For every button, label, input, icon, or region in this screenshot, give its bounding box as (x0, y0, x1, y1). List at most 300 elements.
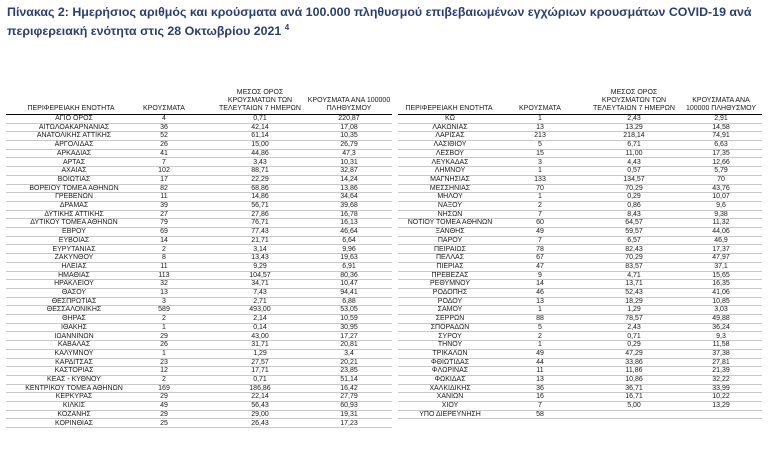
row-avg7: 0,71 (253, 376, 267, 383)
row-cases: 29 (160, 410, 168, 418)
row-unit: ΞΑΝΘΗΣ (435, 228, 465, 236)
row-avg7: 42,14 (251, 123, 269, 131)
row-unit: ΝΟΤΙΟΥ ΤΟΜΕΑ ΑΘΗΝΩΝ (407, 219, 493, 227)
table-row (6, 376, 392, 385)
row-per100k: 74,91 (712, 132, 730, 140)
table-row (398, 341, 762, 350)
header-unit: ΠΕΡΙΦΕΡΕΙΑΚΗ ΕΝΟΤΗΤΑ (405, 105, 493, 112)
row-cases: 14 (536, 280, 544, 288)
table-row (6, 289, 392, 298)
row-unit: ΒΟΙΩΤΙΑΣ (57, 175, 91, 183)
table-row (398, 176, 762, 185)
table-row (6, 167, 392, 176)
row-per100k: 27,81 (712, 358, 730, 366)
row-unit: ΦΘΙΩΤΙΔΑΣ (430, 358, 470, 366)
row-avg7: 52,43 (625, 289, 643, 296)
row-per100k: 3,03 (714, 306, 728, 314)
row-avg7: 0,71 (627, 332, 641, 340)
row-cases: 78 (536, 245, 544, 253)
row-avg7: 77,43 (251, 228, 269, 236)
row-cases: 13 (536, 123, 544, 131)
row-per100k: 53,05 (340, 306, 358, 314)
row-cases: 4 (162, 115, 166, 122)
table-row (398, 359, 762, 368)
table-title (7, 4, 765, 39)
header-cases: ΚΡΟΥΣΜΑΤΑ (143, 105, 185, 112)
row-avg7: 33,86 (625, 358, 643, 366)
row-cases: 2 (538, 332, 542, 340)
row-cases: 52 (160, 132, 168, 140)
table-row (6, 315, 392, 324)
table-row (6, 228, 392, 237)
table-row (398, 324, 762, 333)
left-table-header (6, 58, 392, 115)
table-row (6, 124, 392, 133)
row-unit: ΝΑΞΟΥ (437, 202, 463, 209)
row-avg7: 44,86 (251, 149, 269, 157)
row-per100k: 17,37 (712, 245, 730, 253)
row-cases: 23 (160, 358, 168, 366)
row-cases: 11 (160, 193, 168, 201)
table-row (398, 211, 762, 220)
row-unit: ΦΛΩΡΙΝΑΣ (431, 367, 469, 375)
table-row (398, 254, 762, 263)
row-unit: ΚΑΛΥΜΝΟΥ (54, 349, 94, 357)
row-unit: ΑΓΙΟ ΟΡΟΣ (55, 115, 93, 122)
row-cases: 2 (538, 202, 542, 209)
row-per100k: 6,63 (714, 141, 728, 149)
row-unit: ΝΗΣΩΝ (437, 210, 463, 218)
table-row (398, 150, 762, 159)
row-avg7: 3,14 (253, 245, 267, 253)
row-cases: 1 (162, 349, 166, 357)
row-per100k: 12,66 (712, 158, 730, 166)
header-per100k: ΚΡΟΥΣΜΑΤΑ ΑΝΑ 100000 ΠΛΗΘΥΣΜΟΥ (685, 97, 757, 112)
table-row (6, 237, 392, 246)
table-row (398, 367, 762, 376)
row-cases: 67 (536, 254, 544, 262)
row-unit: ΕΥΒΟΙΑΣ (58, 236, 90, 244)
row-avg7: 22,29 (251, 175, 269, 183)
table-row (6, 306, 392, 315)
row-avg7: 2,43 (627, 323, 641, 331)
row-avg7: 7,43 (253, 289, 267, 296)
row-avg7: 29,00 (251, 410, 269, 418)
row-cases: 3 (162, 297, 166, 305)
row-per100k: 15,65 (712, 271, 730, 279)
row-avg7: 13,71 (625, 280, 643, 288)
row-unit: ΚΕΝΤΡΙΚΟΥ ΤΟΜΕΑ ΑΘΗΝΩΝ (25, 384, 123, 392)
row-per100k: 70 (717, 175, 725, 183)
table-row (398, 333, 762, 342)
row-per100k: 27,79 (340, 393, 358, 401)
row-unit: ΙΩΑΝΝΙΝΩΝ (54, 332, 94, 340)
row-unit: ΘΕΣΣΑΛΟΝΙΚΗΣ (46, 306, 102, 314)
row-per100k: 26,79 (340, 141, 358, 149)
row-unit: ΛΕΥΚΑΔΑΣ (431, 158, 469, 166)
row-avg7: 70,29 (625, 184, 643, 192)
row-per100k: 11,32 (712, 219, 730, 227)
row-unit: ΚΟΖΑΝΗΣ (57, 410, 91, 418)
row-unit: ΓΡΕΒΕΝΩΝ (55, 193, 93, 201)
table-row (398, 306, 762, 315)
row-per100k: 10,35 (340, 132, 358, 140)
row-per100k: 2,91 (714, 115, 728, 122)
table-row (6, 324, 392, 333)
row-unit: ΑΧΑΪΑΣ (61, 167, 87, 175)
row-per100k: 16,78 (340, 210, 358, 218)
table-row (398, 167, 762, 176)
row-cases: 7 (538, 236, 542, 244)
table-row (398, 132, 762, 141)
row-per100k: 47,3 (342, 149, 356, 157)
row-avg7: 83,57 (625, 262, 643, 270)
table-row (6, 385, 392, 394)
row-unit: ΣΕΡΡΩΝ (435, 315, 465, 323)
table-row (398, 298, 762, 307)
row-avg7: 43,00 (251, 332, 269, 340)
row-avg7: 31,71 (251, 341, 269, 349)
row-cases: 9 (538, 271, 542, 279)
table-row (398, 289, 762, 298)
row-avg7: 18,29 (625, 297, 643, 305)
row-unit: ΛΗΜΝΟΥ (434, 167, 466, 175)
row-cases: 7 (162, 158, 166, 166)
header-per100k: ΚΡΟΥΣΜΑΤΑ ΑΝΑ 100000 ΠΛΗΘΥΣΜΟΥ (307, 97, 391, 112)
row-avg7: 4,43 (627, 158, 641, 166)
table-row (398, 141, 762, 150)
header-unit: ΠΕΡΙΦΕΡΕΙΑΚΗ ΕΝΟΤΗΤΑ (27, 105, 115, 112)
table-row (6, 272, 392, 281)
row-cases: 26 (160, 141, 168, 149)
row-unit: ΔΥΤΙΚΟΥ ΤΟΜΕΑ ΑΘΗΝΩΝ (30, 219, 118, 227)
row-avg7: 2,43 (627, 115, 641, 122)
row-avg7: 59,57 (625, 228, 643, 236)
row-per100k: 10,07 (712, 193, 730, 201)
row-avg7: 0,86 (627, 202, 641, 209)
row-cases: 49 (536, 228, 544, 236)
table-row (398, 402, 762, 411)
row-unit: ΑΝΑΤΟΛΙΚΗΣ ΑΤΤΙΚΗΣ (36, 132, 112, 140)
table-row (6, 420, 392, 429)
row-cases: 2 (162, 315, 166, 323)
row-avg7: 186,86 (249, 384, 271, 392)
row-per100k: 6,64 (342, 236, 356, 244)
table-row (6, 211, 392, 220)
table-row (398, 193, 762, 202)
row-unit: ΜΕΣΣΗΝΙΑΣ (429, 184, 471, 192)
row-cases: 69 (160, 228, 168, 236)
row-unit: ΘΑΣΟΥ (61, 289, 87, 296)
header-cases: ΚΡΟΥΣΜΑΤΑ (519, 105, 561, 112)
table-row (6, 333, 392, 342)
row-per100k: 21,39 (712, 367, 730, 375)
row-cases: 79 (160, 219, 168, 227)
row-per100k: 94,41 (340, 289, 358, 296)
row-cases: 13 (536, 376, 544, 383)
row-per100k: 10,22 (712, 393, 730, 401)
row-avg7: 68,86 (251, 184, 269, 192)
row-avg7: 6,57 (627, 236, 641, 244)
row-per100k: 9,6 (716, 202, 726, 209)
row-unit: ΒΟΡΕΙΟΥ ΤΟΜΕΑ ΑΘΗΝΩΝ (29, 184, 119, 192)
table-row (398, 272, 762, 281)
row-per100k: 10,31 (340, 158, 358, 166)
row-avg7: 56,71 (251, 202, 269, 209)
row-unit: ΚΕΑΣ - ΚΥΘΝΟΥ (47, 376, 101, 383)
row-avg7: 8,43 (627, 210, 641, 218)
row-cases: 36 (160, 123, 168, 131)
row-avg7: 13,43 (251, 254, 269, 262)
row-per100k: 5,79 (714, 167, 728, 175)
table-row (6, 280, 392, 289)
row-unit: ΣΠΟΡΑΔΩΝ (430, 323, 470, 331)
table-row (398, 393, 762, 402)
row-per100k: 39,68 (340, 202, 358, 209)
row-per100k: 9,38 (714, 210, 728, 218)
row-unit: ΖΑΚΥΝΘΟΥ (54, 254, 94, 262)
row-per100k: 46,64 (340, 228, 358, 236)
row-avg7: 14,86 (251, 193, 269, 201)
row-per100k: 19,63 (340, 254, 358, 262)
row-avg7: 16,71 (625, 393, 643, 401)
row-cases: 8 (162, 254, 166, 262)
row-unit: ΤΗΝΟΥ (437, 341, 463, 349)
table-row (6, 254, 392, 263)
row-unit: ΛΑΣΙΘΙΟΥ (433, 141, 467, 149)
row-avg7: 493,00 (249, 306, 271, 314)
row-unit: ΕΥΡΥΤΑΝΙΑΣ (52, 245, 96, 253)
row-avg7: 134,57 (623, 175, 645, 183)
row-avg7: 218,14 (623, 132, 645, 140)
table-row (6, 150, 392, 159)
table-row (398, 237, 762, 246)
row-cases: 589 (158, 306, 170, 314)
table-row (6, 185, 392, 194)
row-cases: 26 (160, 341, 168, 349)
row-unit: ΘΕΣΠΡΩΤΙΑΣ (51, 297, 97, 305)
row-avg7: 6,71 (627, 141, 641, 149)
row-unit: ΑΡΓΟΛΙΔΑΣ (54, 141, 94, 149)
row-cases: 1 (538, 167, 542, 175)
table-row (398, 385, 762, 394)
row-per100k: 17,23 (340, 419, 358, 427)
row-cases: 16 (536, 393, 544, 401)
table-row (398, 219, 762, 228)
row-cases: 13 (536, 297, 544, 305)
row-unit: ΠΕΙΡΑΙΩΣ (434, 245, 466, 253)
table-row (6, 298, 392, 307)
row-cases: 13 (160, 289, 168, 296)
row-cases: 39 (160, 202, 168, 209)
row-per100k: 36,24 (712, 323, 730, 331)
row-unit: ΚΑΒΑΛΑΣ (57, 341, 91, 349)
row-unit: ΦΩΚΙΔΑΣ (434, 376, 466, 383)
row-cases: 1 (162, 323, 166, 331)
table-row (6, 219, 392, 228)
row-unit: ΡΕΘΥΜΝΟΥ (429, 280, 470, 288)
row-per100k: 13,29 (712, 402, 730, 410)
row-avg7: 15,00 (251, 141, 269, 149)
table-row (398, 159, 762, 168)
table-row (398, 202, 762, 211)
row-cases: 213 (534, 132, 546, 140)
row-avg7: 22,14 (251, 393, 269, 401)
header-avg7: ΜΕΣΟΣ ΟΡΟΣ ΚΡΟΥΣΜΑΤΩΝ ΤΩΝ ΤΕΛΕΥΤΑΙΩΝ 7 ΗΜΕΡΩΝ (219, 89, 301, 112)
row-avg7: 5,00 (627, 402, 641, 410)
row-avg7: 2,71 (253, 297, 267, 305)
row-unit: ΜΗΛΟΥ (437, 193, 463, 201)
row-unit: ΣΑΜΟΥ (437, 306, 463, 314)
table-title-text: Πίνακας 2: Ημερήσιος αριθμός και κρούσματα ανά 100.000 πληθυσμού επιβεβαιωμένων εγχώριων κρουσμάτων COVID-19 ανά περιφερειακή ενότητα στις 28 Οκτωβρίου 2021 (7, 5, 752, 39)
row-avg7: 1,29 (253, 349, 267, 357)
row-unit: ΑΡΚΑΔΙΑΣ (56, 149, 92, 157)
table-row (6, 159, 392, 168)
row-unit: ΜΑΓΝΗΣΙΑΣ (430, 175, 470, 183)
table-row (398, 228, 762, 237)
row-avg7: 70,29 (625, 254, 643, 262)
row-avg7: 36,71 (625, 384, 643, 392)
row-avg7: 61,14 (251, 132, 269, 140)
row-per100k: 47,97 (712, 254, 730, 262)
row-unit: ΡΟΔΟΠΗΣ (432, 289, 468, 296)
row-avg7: 17,71 (251, 367, 269, 375)
row-unit: ΤΡΙΚΑΛΩΝ (432, 349, 468, 357)
row-cases: 11 (160, 262, 168, 270)
row-avg7: 104,57 (249, 271, 271, 279)
row-cases: 12 (160, 367, 168, 375)
row-unit: ΠΙΕΡΙΑΣ (436, 262, 464, 270)
row-cases: 169 (158, 384, 170, 392)
row-cases: 25 (160, 419, 168, 427)
row-per100k: 9,96 (342, 245, 356, 253)
table-row (6, 115, 392, 124)
row-per100k: 46,9 (714, 236, 728, 244)
row-per100k: 32,22 (712, 376, 730, 383)
row-unit: ΠΡΕΒΕΖΑΣ (431, 271, 469, 279)
row-avg7: 0,57 (627, 167, 641, 175)
table-row (6, 367, 392, 376)
row-cases: 29 (160, 332, 168, 340)
row-avg7: 64,57 (625, 219, 643, 227)
row-unit: ΘΗΡΑΣ (62, 315, 86, 323)
row-unit: ΔΡΑΜΑΣ (59, 202, 89, 209)
row-per100k: 6,88 (342, 297, 356, 305)
row-cases: 7 (538, 402, 542, 410)
row-per100k: 41,06 (712, 289, 730, 296)
row-cases: 133 (534, 175, 546, 183)
row-cases: 14 (160, 236, 168, 244)
table-row (6, 176, 392, 185)
row-avg7: 27,86 (251, 210, 269, 218)
row-unit: ΡΟΔΟΥ (437, 297, 463, 305)
table-row (398, 350, 762, 359)
row-cases: 36 (536, 384, 544, 392)
table-row (6, 402, 392, 411)
row-cases: 1 (538, 341, 542, 349)
row-per100k: 20,81 (340, 341, 358, 349)
row-per100k: 44,06 (712, 228, 730, 236)
table-row (6, 263, 392, 272)
table-row (6, 132, 392, 141)
row-avg7: 1,29 (627, 306, 641, 314)
row-avg7: 9,29 (253, 262, 267, 270)
row-per100k: 3,4 (344, 349, 354, 357)
row-cases: 3 (538, 158, 542, 166)
table-row (6, 341, 392, 350)
row-unit: ΚΙΛΚΙΣ (62, 402, 86, 410)
table-row (398, 376, 762, 385)
row-per100k: 16,13 (340, 219, 358, 227)
row-cases: 113 (158, 271, 170, 279)
title-footnote-mark: 4 (284, 23, 290, 32)
row-per100k: 32,87 (340, 167, 358, 175)
row-avg7: 2,14 (253, 315, 267, 323)
row-cases: 11 (536, 367, 544, 375)
row-per100k: 10,47 (340, 280, 358, 288)
row-unit: ΑΙΤΩΛΟΑΚΑΡΝΑΝΙΑΣ (38, 123, 110, 131)
row-unit: ΗΜΑΘΙΑΣ (58, 271, 90, 279)
row-per100k: 37,1 (714, 262, 728, 270)
row-cases: 58 (536, 410, 544, 418)
row-unit: ΛΕΣΒΟΥ (435, 149, 465, 157)
row-per100k: 51,14 (340, 376, 358, 383)
row-avg7: 82,43 (625, 245, 643, 253)
row-per100k: 17,27 (340, 332, 358, 340)
row-unit: ΔΥΤΙΚΗΣ ΑΤΤΙΚΗΣ (44, 210, 104, 218)
row-per100k: 19,31 (340, 410, 358, 418)
row-per100k: 10,85 (712, 297, 730, 305)
row-per100k: 16,35 (712, 280, 730, 288)
row-avg7: 3,43 (253, 158, 267, 166)
row-unit: ΣΥΡΟΥ (438, 332, 462, 340)
row-avg7: 76,71 (251, 219, 269, 227)
row-cases: 102 (158, 167, 170, 175)
row-avg7: 88,71 (251, 167, 269, 175)
row-per100k: 20,21 (340, 358, 358, 366)
row-cases: 2 (162, 376, 166, 383)
row-per100k: 33,99 (712, 384, 730, 392)
row-cases: 47 (536, 262, 544, 270)
row-unit: ΗΛΕΙΑΣ (61, 262, 87, 270)
table-row (6, 141, 392, 150)
row-cases: 2 (162, 245, 166, 253)
row-avg7: 0,71 (253, 115, 267, 122)
row-unit: ΠΑΡΟΥ (437, 236, 463, 244)
row-unit: ΧΑΝΙΩΝ (436, 393, 464, 401)
row-cases: 88 (536, 315, 544, 323)
table-row (6, 359, 392, 368)
table-row (398, 246, 762, 255)
row-cases: 60 (536, 219, 544, 227)
row-unit: ΚΕΡΚΥΡΑΣ (55, 393, 93, 401)
row-per100k: 14,58 (712, 123, 730, 131)
row-unit: ΕΒΡΟΥ (62, 228, 86, 236)
row-cases: 17 (160, 175, 168, 183)
table-row (6, 193, 392, 202)
row-per100k: 10,59 (340, 315, 358, 323)
row-unit: ΙΘΑΚΗΣ (61, 323, 87, 331)
row-per100k: 14,24 (340, 175, 358, 183)
row-per100k: 13,86 (340, 184, 358, 192)
row-per100k: 11,58 (712, 341, 730, 349)
row-cases: 27 (160, 210, 168, 218)
row-cases: 1 (538, 115, 542, 122)
row-avg7: 10,86 (625, 376, 643, 383)
header-avg7: ΜΕΣΟΣ ΟΡΟΣ ΚΡΟΥΣΜΑΤΩΝ ΤΩΝ ΤΕΛΕΥΤΑΙΩΝ 7 ΗΜΕΡΩΝ (593, 89, 675, 112)
row-avg7: 0,14 (253, 323, 267, 331)
row-per100k: 30,95 (340, 323, 358, 331)
